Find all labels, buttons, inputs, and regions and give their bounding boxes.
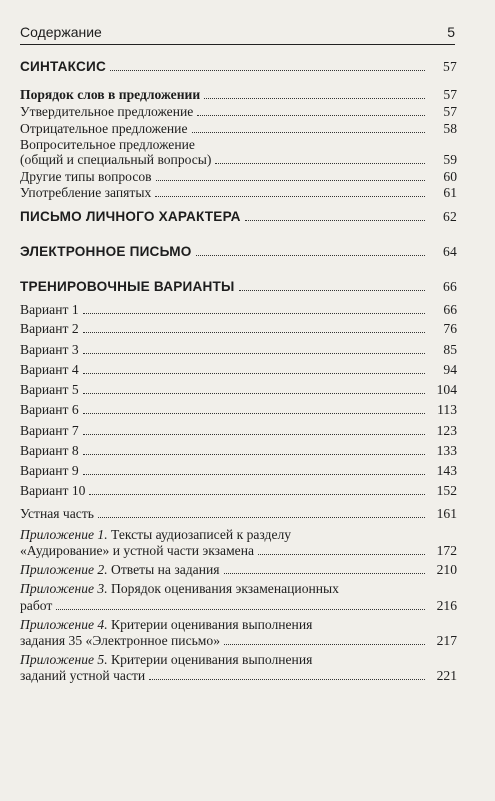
toc-entry[interactable] xyxy=(20,168,457,184)
toc-entry-variant[interactable] xyxy=(20,442,457,458)
toc-leader xyxy=(197,115,425,116)
toc-leader xyxy=(110,70,425,71)
toc-leader xyxy=(239,290,426,291)
toc-appendix-1-line2[interactable] xyxy=(20,542,457,558)
toc-leader xyxy=(83,353,425,354)
toc-entry-page: 113 xyxy=(437,402,457,417)
toc-entry-title: Вариант 3 xyxy=(20,342,79,357)
toc-entry-title: СИНТАКСИС xyxy=(20,59,106,74)
toc-entry-page: 66 xyxy=(443,279,457,294)
toc-leader xyxy=(83,474,425,475)
toc-leader xyxy=(83,313,425,314)
toc-entry-page: 60 xyxy=(443,169,457,184)
appendix-label: Приложение 5. xyxy=(20,652,108,667)
appendix-title: Тексты аудиозаписей к разделу xyxy=(107,527,292,542)
toc-entry-page: 104 xyxy=(436,382,457,397)
toc-leader xyxy=(98,517,425,518)
appendix-title: Критерии оценивания выполнения xyxy=(107,617,313,632)
toc-entry-title: Устная часть xyxy=(20,506,94,521)
toc-appendix-3-line2[interactable] xyxy=(20,597,457,613)
toc-entry-page: 76 xyxy=(443,321,457,336)
toc-entry-page: 161 xyxy=(436,506,457,521)
toc-entry-page: 217 xyxy=(436,633,457,648)
toc-entry-title: Вариант 9 xyxy=(20,463,79,478)
toc-entry-title: Употребление запятых xyxy=(20,185,152,200)
toc-entry-title: Вопросительное предложение xyxy=(20,137,195,152)
toc-entry-title: ЭЛЕКТРОННОЕ ПИСЬМО xyxy=(20,244,192,259)
toc-entry-page: 57 xyxy=(443,104,457,119)
toc-entry[interactable] xyxy=(20,184,457,200)
toc-leader xyxy=(83,373,425,374)
appendix-label: Приложение 3. xyxy=(20,581,108,596)
toc-appendix-4-line2[interactable] xyxy=(20,632,457,648)
appendix-title: Ответы на задания xyxy=(107,562,220,577)
toc-leader xyxy=(224,644,425,645)
toc-entry-page: 85 xyxy=(443,342,457,357)
toc-entry-variant[interactable] xyxy=(20,361,457,377)
toc-entry-variant[interactable] xyxy=(20,301,457,317)
toc-leader xyxy=(56,609,425,610)
toc-appendix-5-line2[interactable] xyxy=(20,667,457,683)
toc-entry-title: Вариант 2 xyxy=(20,321,79,336)
toc-leader xyxy=(89,494,425,495)
page-header xyxy=(20,18,455,45)
toc-entry-variant[interactable] xyxy=(20,422,457,438)
toc-entry-title: ПИСЬМО ЛИЧНОГО ХАРАКТЕРА xyxy=(20,209,241,224)
toc-entry[interactable] xyxy=(20,86,457,102)
toc-entry-page: 123 xyxy=(436,423,457,438)
toc-entry-variant[interactable] xyxy=(20,320,457,336)
toc-section-syntax[interactable] xyxy=(20,58,457,74)
toc-entry[interactable] xyxy=(20,136,457,152)
appendix-label: Приложение 4. xyxy=(20,617,108,632)
toc-entry-variant[interactable] xyxy=(20,401,457,417)
toc-appendix-5-line1[interactable] xyxy=(20,651,457,667)
toc-entry-page: 172 xyxy=(436,543,457,558)
toc-leader xyxy=(83,393,425,394)
toc-entry-page: 62 xyxy=(443,209,457,224)
toc-leader xyxy=(156,180,425,181)
toc-entry-page: 221 xyxy=(436,668,457,683)
toc-leader xyxy=(192,132,426,133)
toc-entry-variant[interactable] xyxy=(20,482,457,498)
toc-entry-variant[interactable] xyxy=(20,462,457,478)
toc-entry-title: (общий и специальный вопросы) xyxy=(20,152,212,167)
toc-entry-variant[interactable] xyxy=(20,381,457,397)
toc-entry-variant[interactable] xyxy=(20,341,457,357)
appendix-title-cont: «Аудирование» и устной части экзамена xyxy=(20,543,255,558)
toc-entry-page: 94 xyxy=(443,362,457,377)
toc-entry-title: Вариант 6 xyxy=(20,402,79,417)
toc-entry-page: 58 xyxy=(443,121,457,136)
appendix-title-cont: задания 35 «Электронное письмо» xyxy=(20,633,221,648)
toc-entry-title: Вариант 5 xyxy=(20,382,79,397)
toc-leader xyxy=(155,196,425,197)
toc-entry-page: 66 xyxy=(443,302,457,317)
toc-entry-title: Вариант 7 xyxy=(20,423,79,438)
toc-leader xyxy=(245,220,425,221)
toc-entry-page: 210 xyxy=(436,562,457,577)
toc-entry-title: Отрицательное предложение xyxy=(20,121,188,136)
toc-entry[interactable] xyxy=(20,120,457,136)
toc-appendix-3-line1[interactable] xyxy=(20,580,457,596)
toc-leader xyxy=(83,413,425,414)
toc-leader xyxy=(149,679,425,680)
toc-entry-page: 143 xyxy=(436,463,457,478)
toc-leader xyxy=(83,332,425,333)
toc-leader xyxy=(224,573,425,574)
toc-entry[interactable] xyxy=(20,151,457,167)
toc-entry-page: 59 xyxy=(443,152,457,167)
toc-entry-page: 133 xyxy=(436,443,457,458)
toc-entry-title: ТРЕНИРОВОЧНЫЕ ВАРИАНТЫ xyxy=(20,279,235,294)
toc-leader xyxy=(215,163,425,164)
toc-entry-title: Порядок слов в предложении xyxy=(20,87,201,102)
appendix-title: Критерии оценивания выполнения xyxy=(107,652,313,667)
toc-entry-title: Вариант 10 xyxy=(20,483,86,498)
header-title: Содержание xyxy=(20,24,102,40)
toc-entry[interactable] xyxy=(20,103,457,119)
toc-entry-title: Другие типы вопросов xyxy=(20,169,152,184)
toc-entry-oral[interactable] xyxy=(20,505,457,521)
toc-entry-page: 64 xyxy=(443,244,457,259)
toc-section-practice-variants[interactable] xyxy=(20,278,457,294)
toc-appendix-1-line1[interactable] xyxy=(20,526,457,542)
toc-section-personal-letter[interactable] xyxy=(20,208,457,224)
toc-entry-title: Вариант 4 xyxy=(20,362,79,377)
header-page-number: 5 xyxy=(447,24,455,40)
toc-leader xyxy=(83,454,425,455)
toc-leader xyxy=(204,98,425,99)
appendix-title-cont: заданий устной части xyxy=(20,668,146,683)
toc-entry-title: Вариант 1 xyxy=(20,302,79,317)
toc-entry-page: 61 xyxy=(443,185,457,200)
toc-entry-page: 216 xyxy=(436,598,457,613)
appendix-title: Порядок оценивания экзаменационных xyxy=(107,581,339,596)
toc-leader xyxy=(196,255,426,256)
appendix-label: Приложение 2. xyxy=(20,562,108,577)
toc-section-email[interactable] xyxy=(20,243,457,259)
toc-leader xyxy=(83,434,425,435)
appendix-title-cont: работ xyxy=(20,598,53,613)
toc-entry-page: 57 xyxy=(443,87,457,102)
toc-entry-title: Утвердительное предложение xyxy=(20,104,194,119)
appendix-label: Приложение 1. xyxy=(20,527,108,542)
toc-entry-page: 57 xyxy=(443,59,457,74)
toc-appendix-2[interactable] xyxy=(20,561,457,577)
toc-entry-page: 152 xyxy=(436,483,457,498)
toc-leader xyxy=(258,554,425,555)
toc-appendix-4-line1[interactable] xyxy=(20,616,457,632)
toc-entry-title: Вариант 8 xyxy=(20,443,79,458)
